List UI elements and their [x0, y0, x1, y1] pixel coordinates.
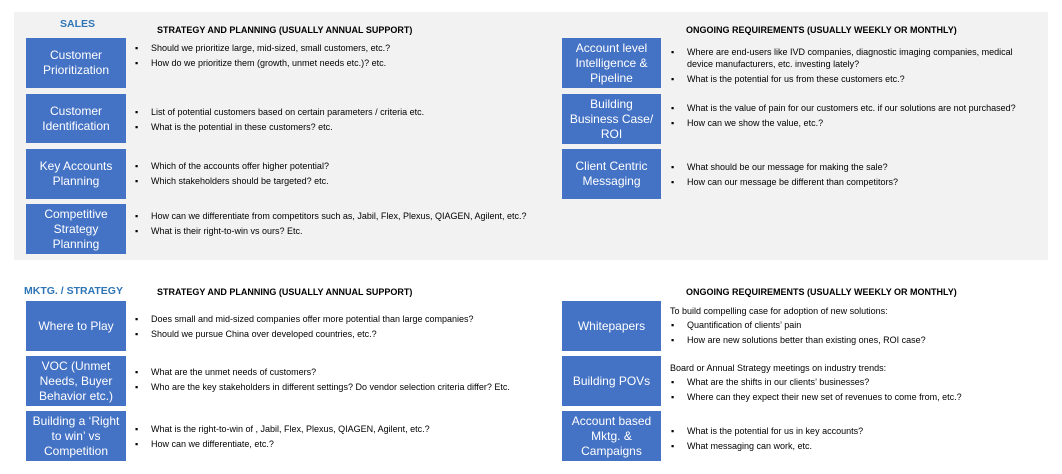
- category-title-line: Intelligence &: [575, 55, 648, 70]
- bullet-list: [134, 366, 534, 396]
- bullet-icon: ▪: [135, 161, 139, 171]
- category-box: [562, 356, 661, 406]
- mktg-section-label: MKTG. / STRATEGY: [24, 285, 123, 297]
- bullet-item: [134, 57, 534, 69]
- bullet-icon: ▪: [671, 377, 675, 387]
- category-title-line: Behavior etc.): [38, 388, 114, 403]
- category-title-line: Account based: [571, 413, 652, 428]
- category-title-line: Customer: [49, 48, 102, 62]
- bullet-text: Where are end-users like IVD companies, diagnostic imaging companies, medical device manufacturers, etc. investing lately?: [687, 47, 1013, 69]
- mktg-left-heading: STRATEGY AND PLANNING (USUALLY ANNUAL SUPPORT): [157, 287, 413, 297]
- bullet-item: [134, 381, 534, 393]
- bullet-text: What is their right-to-win vs ours? Etc.: [151, 226, 303, 236]
- bullet-text: What should be our message for making the sale?: [687, 162, 888, 172]
- category-title-line: Campaigns: [581, 443, 642, 458]
- bullet-item: [134, 366, 534, 378]
- bullet-item: [670, 161, 1040, 173]
- mktg-right-heading: ONGOING REQUIREMENTS (USUALLY WEEKLY OR MONTHLY): [686, 287, 957, 297]
- category-title-line: Client Centric: [575, 159, 648, 173]
- category-title: [570, 97, 653, 142]
- category-title-line: VOC (Unmet: [41, 358, 111, 373]
- bullet-item: [670, 176, 1040, 188]
- category-title-line: Mktg. &: [591, 428, 632, 443]
- bullet-text: Should we pursue China over developed countries, etc.?: [151, 329, 377, 339]
- bullet-text: Which stakeholders should be targeted? etc.: [151, 176, 329, 186]
- bullet-icon: ▪: [135, 314, 139, 324]
- bullet-list-intro: Board or Annual Strategy meetings on industry trends:: [670, 363, 887, 373]
- bullet-icon: ▪: [135, 43, 139, 53]
- bullet-item: [134, 160, 534, 172]
- bullet-text: What are the shifts in our clients’ businesses?: [687, 377, 870, 387]
- bullet-list: [134, 313, 534, 343]
- bullet-text: Does small and mid-sized companies offer more potential than large companies?: [151, 314, 474, 324]
- bullet-icon: ▪: [671, 47, 675, 57]
- category-title: [44, 207, 107, 252]
- category-title-line: Messaging: [582, 174, 641, 188]
- bullet-icon: ▪: [135, 107, 139, 117]
- bullet-item: [670, 73, 1040, 85]
- bullet-text: What are the unmet needs of customers?: [151, 367, 317, 377]
- bullet-text: What is the potential for us from these customers etc.?: [687, 74, 905, 84]
- bullet-icon: ▪: [671, 320, 675, 330]
- bullet-icon: ▪: [671, 335, 675, 345]
- bullet-item: [134, 438, 534, 450]
- category-title: [33, 414, 120, 459]
- bullet-list-intro: To build compelling case for adoption of new solutions:: [670, 306, 888, 316]
- bullet-item: [670, 319, 1040, 331]
- category-box: [26, 38, 126, 88]
- category-title: [575, 159, 647, 189]
- bullet-text: What is the potential for us in key accounts?: [687, 426, 864, 436]
- bullet-item: [134, 121, 534, 133]
- category-box: [26, 204, 126, 254]
- category-title-line: Pipeline: [590, 70, 633, 85]
- bullet-list: [134, 423, 534, 453]
- bullet-text: How do we prioritize them (growth, unmet needs etc.)? etc.: [151, 58, 387, 68]
- category-title: [38, 319, 113, 334]
- bullet-item: [134, 423, 534, 435]
- bullet-list: [134, 160, 534, 190]
- bullet-item: [134, 210, 534, 222]
- bullet-text: List of potential customers based on certain parameters / criteria etc.: [151, 107, 425, 117]
- category-title: [42, 104, 109, 134]
- bullet-icon: ▪: [135, 122, 139, 132]
- bullet-text: What is the value of pain for our customers etc. if our solutions are not purchased?: [687, 103, 1016, 113]
- category-box: [562, 149, 661, 199]
- category-title-line: ROI: [600, 126, 623, 141]
- category-title-line: Key Accounts: [39, 159, 113, 173]
- bullet-item: [670, 334, 1040, 346]
- bullet-list: [670, 305, 1040, 349]
- bullet-item: [134, 313, 534, 325]
- sales-section-label: SALES: [60, 18, 96, 30]
- bullet-item: [134, 225, 534, 237]
- bullet-list: [134, 106, 534, 136]
- bullet-icon: ▪: [135, 367, 139, 377]
- category-title-line: Customer: [49, 103, 102, 118]
- category-title-line: Competitive: [44, 206, 108, 221]
- bullet-icon: ▪: [135, 211, 139, 221]
- category-box: [562, 301, 661, 351]
- bullet-icon: ▪: [671, 74, 675, 84]
- category-box: [26, 411, 126, 461]
- category-title: [43, 48, 109, 78]
- bullet-item: [134, 106, 534, 118]
- category-title-line: Whitepapers: [577, 318, 646, 333]
- bullet-text: Should we prioritize large, mid-sized, small customers, etc.?: [151, 43, 391, 53]
- bullet-item: [134, 328, 534, 340]
- bullet-icon: ▪: [671, 392, 675, 402]
- bullet-text: How can we show the value, etc.?: [687, 118, 824, 128]
- bullet-list: [670, 362, 1040, 406]
- category-box: [562, 411, 661, 461]
- bullet-item: [670, 46, 1040, 70]
- bullet-icon: ▪: [671, 162, 675, 172]
- category-title-line: Building POVs: [572, 373, 651, 388]
- category-title-line: Needs, Buyer: [39, 373, 113, 388]
- bullet-text: Who are the key stakeholders in different settings? Do vendor selection criteria differ? Etc.: [151, 382, 510, 392]
- category-title-line: Business Case/: [569, 111, 654, 126]
- category-title-line: Where to Play: [38, 318, 114, 333]
- bullet-text: What messaging can work, etc.: [687, 441, 813, 451]
- bullet-item: [670, 391, 1040, 403]
- category-title: [39, 359, 113, 404]
- bullet-icon: ▪: [671, 103, 675, 113]
- category-title-line: to win’ vs: [51, 428, 101, 443]
- bullet-icon: ▪: [135, 424, 139, 434]
- bullet-icon: ▪: [135, 329, 139, 339]
- bullet-text: What is the right-to-win of , Jabil, Flex, Plexus, QIAGEN, Agilent, etc.?: [151, 424, 430, 434]
- bullet-item: [670, 102, 1040, 114]
- bullet-icon: ▪: [135, 226, 139, 236]
- category-title-line: Building: [590, 96, 633, 111]
- bullet-text: Which of the accounts offer higher potential?: [151, 161, 329, 171]
- bullet-item: [670, 425, 1040, 437]
- category-box: [26, 149, 126, 199]
- bullet-text: Where can they expect their new set of revenues to come from, etc.?: [687, 392, 962, 402]
- bullet-text: What is the potential in these customers? etc.: [151, 122, 333, 132]
- bullet-item: [134, 175, 534, 187]
- bullet-icon: ▪: [135, 176, 139, 186]
- bullet-text: How can our message be different than competitors?: [687, 177, 898, 187]
- bullet-item: [670, 440, 1040, 452]
- bullet-icon: ▪: [671, 177, 675, 187]
- bullet-icon: ▪: [135, 382, 139, 392]
- category-title-line: Planning: [52, 236, 100, 251]
- category-title-line: Identification: [42, 118, 110, 133]
- bullet-list: [134, 210, 534, 240]
- category-title: [40, 159, 113, 189]
- category-title: [575, 41, 647, 86]
- category-box: [26, 94, 126, 143]
- bullet-icon: ▪: [135, 439, 139, 449]
- bullet-item: [134, 42, 534, 54]
- sales-right-heading: ONGOING REQUIREMENTS (USUALLY WEEKLY OR MONTHLY): [686, 25, 957, 35]
- category-title-line: Building a ‘Right: [32, 413, 120, 428]
- category-title-line: Competition: [43, 443, 109, 458]
- category-title-line: Account level: [575, 40, 648, 55]
- category-box: [562, 38, 661, 88]
- bullet-text: How are new solutions better than existing ones, ROI case?: [687, 335, 926, 345]
- category-title-line: Prioritization: [42, 63, 110, 77]
- bullet-icon: ▪: [671, 426, 675, 436]
- bullet-item: [670, 376, 1040, 388]
- category-box: [562, 94, 661, 144]
- sales-left-heading: STRATEGY AND PLANNING (USUALLY ANNUAL SUPPORT): [157, 25, 413, 35]
- bullet-list: [670, 46, 1040, 88]
- category-title-line: Strategy: [53, 221, 99, 236]
- category-box: [26, 356, 126, 406]
- category-title: [573, 374, 650, 389]
- bullet-item: [670, 117, 1040, 129]
- category-title: [572, 414, 651, 459]
- bullet-icon: ▪: [671, 441, 675, 451]
- category-title-line: Planning: [52, 174, 100, 188]
- bullet-list: [134, 42, 534, 72]
- bullet-text: Quantification of clients’ pain: [687, 320, 802, 330]
- bullet-text: How can we differentiate, etc.?: [151, 439, 274, 449]
- bullet-text: How can we differentiate from competitors such as, Jabil, Flex, Plexus, QIAGEN, Agilent, etc.?: [151, 211, 527, 221]
- category-title: [578, 319, 645, 334]
- bullet-icon: ▪: [135, 58, 139, 68]
- bullet-list: [670, 425, 1040, 455]
- category-box: [26, 301, 126, 351]
- bullet-list: [670, 161, 1040, 191]
- bullet-list: [670, 102, 1040, 132]
- bullet-icon: ▪: [671, 118, 675, 128]
